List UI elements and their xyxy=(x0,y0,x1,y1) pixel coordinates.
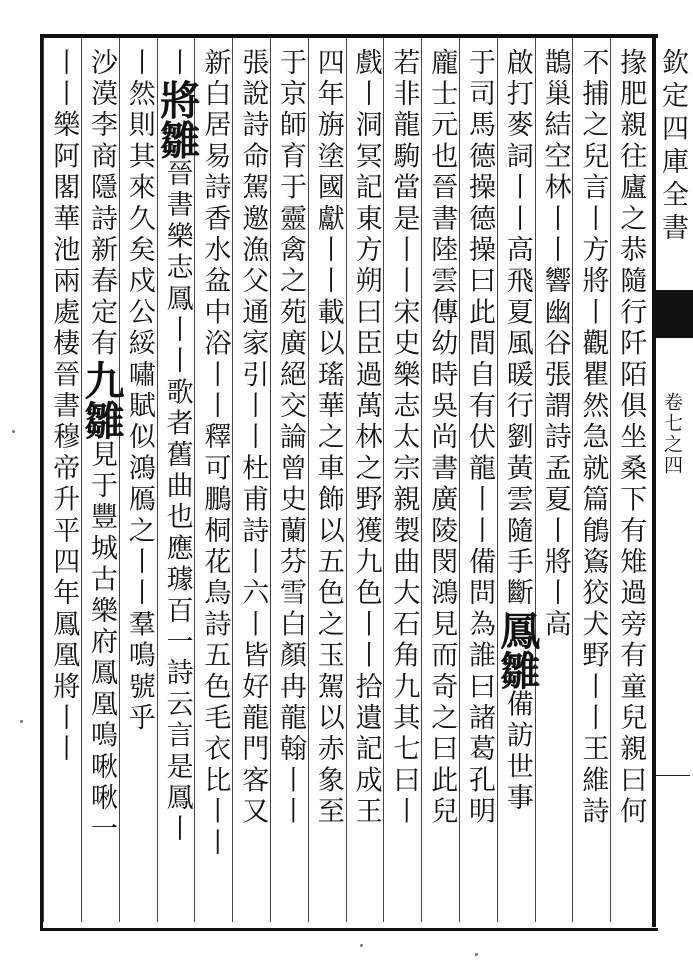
column-text: 丨然則其來久矣戍公綏嘯賦似鴻鴈之丨丨羣鳴號乎 xyxy=(123,48,155,735)
text-column xyxy=(271,48,309,914)
column-text-continued: 備訪世事 xyxy=(501,689,533,815)
column-text: 龐士元也晉書陸雲傳幼時吳尚書廣陵閔鴻見而奇之曰此兒 xyxy=(426,48,458,828)
column-text: 新白居易詩香水盆中浴丨丨釋可鵬桐花鳥詩五色毛衣比丨丨 xyxy=(199,48,231,860)
text-column xyxy=(384,48,422,914)
text-column xyxy=(611,48,649,914)
scan-speck xyxy=(475,953,478,956)
text-column xyxy=(493,48,541,914)
text-column xyxy=(44,48,82,914)
text-column xyxy=(153,48,201,914)
margin-volume-label: 卷七之四 xyxy=(661,392,683,476)
column-text: 丨丨樂阿閣華池兩處棲 xyxy=(48,48,80,360)
column-text: 掾肥親往廬之恭隨行阡陌俱坐桑下有雉過旁有童兒親曰何 xyxy=(615,48,647,828)
entry-headword: 九雛 xyxy=(78,360,125,440)
text-column xyxy=(309,48,347,914)
column-text: 沙漠李商隱詩新春定有 xyxy=(86,48,117,360)
column-text-continued: 見于豐城古樂府鳳凰鳴啾啾一 xyxy=(86,440,117,846)
column-text: 四年旃塗國獻丨丨載以瑤華之車飾以五色之玉駕以赤象至 xyxy=(312,48,344,828)
column-text-continued: 晉書穆帝升平四年鳳凰將丨丨 xyxy=(48,360,80,766)
text-column xyxy=(195,48,233,914)
text-column xyxy=(573,48,611,914)
column-text: 啟打麥詞丨丨高飛夏風暖行劉黃雲隨手斷 xyxy=(501,48,533,610)
spine-fishtail-mark xyxy=(652,290,693,338)
entry-headword: 鳳雛 xyxy=(493,609,541,690)
scan-speck xyxy=(12,430,15,433)
column-text: 戲丨洞冥記東方朔曰臣過萬林之野獲九色丨丨拾遺記成王 xyxy=(350,48,382,828)
column-text: 不捕之兒言丨方將丨觀瞿然急就篇䳌䳐狡犬野丨丨王維詩 xyxy=(577,48,609,828)
column-text-continued: 晉書樂志鳳丨丨歌者舊曲也應璩百一詩云言是鳳丨 xyxy=(161,159,193,846)
column-text: 若非龍駒當是丨丨宋史樂志太宗親製曲大石角九其七曰丨 xyxy=(388,48,420,828)
column-text: 丨 xyxy=(161,48,193,80)
column-text: 鵲巢結空林丨丨響幽谷張謂詩孟夏丨將丨高 xyxy=(539,48,571,641)
entry-headword: 將雛 xyxy=(153,79,201,160)
text-column xyxy=(120,48,158,914)
text-column xyxy=(78,48,125,914)
text-column xyxy=(460,48,498,914)
column-text: 張說詩命駕邀漁父通家引丨丨杜甫詩丨六丨皆好龍門客又 xyxy=(237,48,269,828)
margin-tick xyxy=(656,775,690,776)
column-text: 于京師育于靈禽之苑廣絕交論曾史蘭芬雪白顏冉龍翰丨丨 xyxy=(275,48,306,828)
scan-speck xyxy=(360,944,363,947)
column-text: 于司馬德操德操曰此間自有伏龍丨丨備問為誰曰諸葛孔明 xyxy=(464,48,495,828)
text-column xyxy=(536,48,574,914)
text-column xyxy=(233,48,271,914)
text-column xyxy=(422,48,460,914)
text-column xyxy=(347,48,385,914)
scan-speck xyxy=(20,720,23,723)
margin-book-title: 欽定四庫全書 xyxy=(657,48,688,246)
